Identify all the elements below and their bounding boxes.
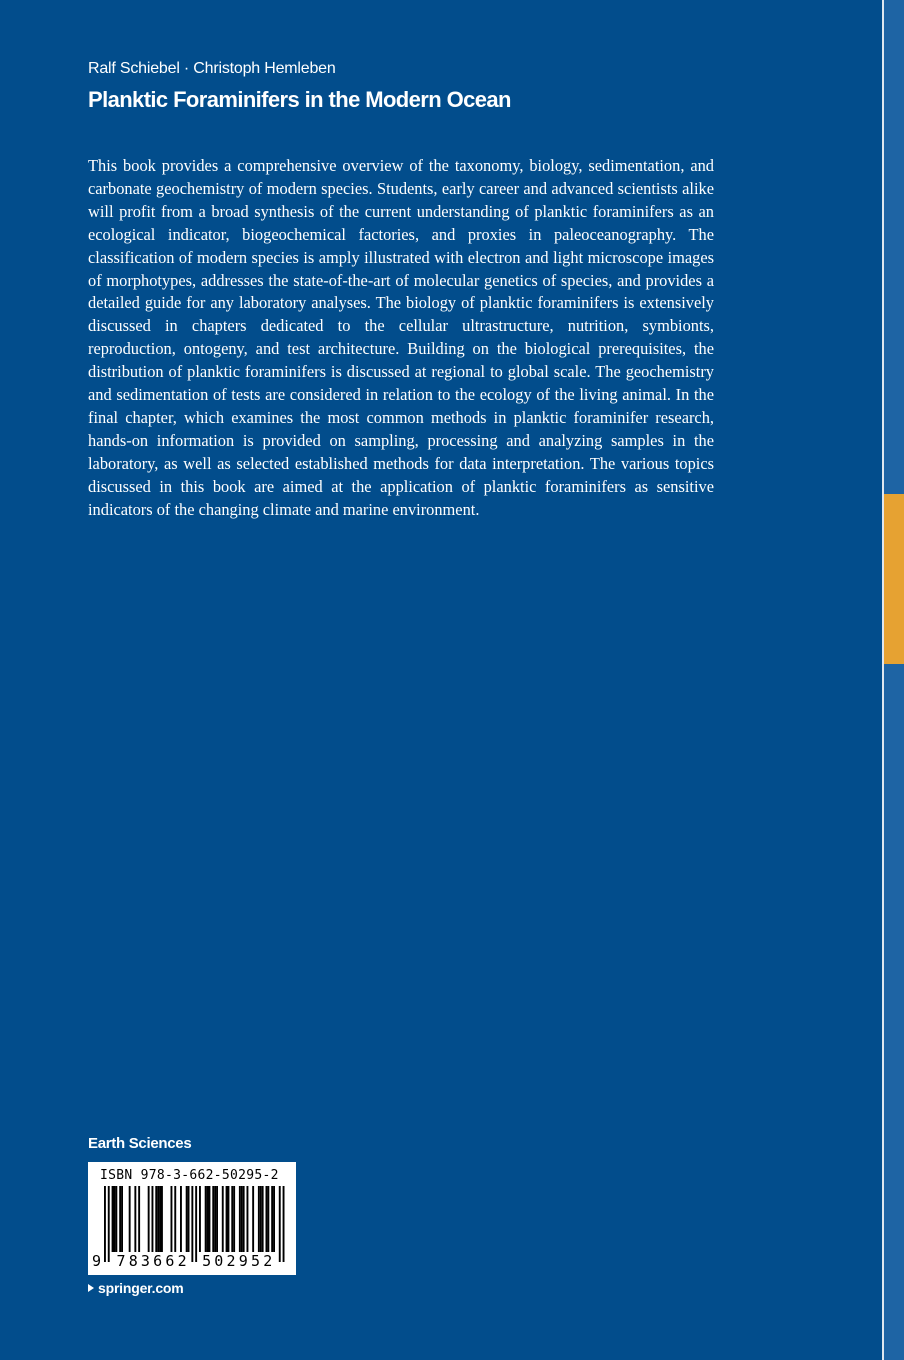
barcode-bar	[108, 1186, 110, 1262]
barcode-bar	[115, 1186, 117, 1252]
barcode-bar	[252, 1186, 254, 1252]
barcode-bar	[279, 1186, 281, 1262]
arrow-right-icon	[88, 1284, 94, 1292]
book-authors: Ralf Schiebel · Christoph Hemleben	[88, 60, 336, 77]
barcode-digits: 9 783662 502952	[92, 1252, 276, 1270]
barcode-bar	[207, 1186, 209, 1252]
barcode-bar	[258, 1186, 260, 1252]
barcode-bar	[195, 1186, 197, 1262]
publisher-website-text: springer.com	[98, 1280, 184, 1296]
barcode-bar	[174, 1186, 176, 1252]
barcode-bar	[226, 1186, 228, 1252]
barcode-bar	[188, 1186, 190, 1252]
barcode-bar	[152, 1186, 154, 1252]
spine-accent-bar	[884, 494, 904, 664]
barcode-bar	[155, 1186, 157, 1252]
barcode-bar	[138, 1186, 140, 1252]
barcode-bar	[161, 1186, 163, 1252]
barcode-bar	[241, 1186, 243, 1252]
barcode-bar	[243, 1186, 245, 1252]
barcode-bar	[231, 1186, 233, 1252]
barcode-bar	[239, 1186, 241, 1252]
book-description: This book provides a comprehensive overview of the taxonomy, biology, sedimentation, and carbonate geochemistry of modern species. Students, early career and advanced scientists alike will profit from a broad synthesis of the current understanding of planktic foraminifers as an ecological indicator, biogeochemical factories, and proxies in paleoceanography. The classification of modern species is amply illustrated with electron and light microscope images of morphotypes, addresses the state-of-the-art of molecular genetics of species, and provides a detailed guide for any laboratory analyses. The biology of planktic foraminifers is extensively discussed in chapters dedicated to the cellular ultrastructure, nutrition, symbionts, reproduction, ontogeny, and test architecture. Building on the biological prerequisites, the distribution of planktic foraminifers is discussed at regional to global scale. The geochemistry and sedimentation of tests are considered in relation to the ecology of the living animal. In the final chapter, which examines the most common methods in planktic foraminifer research, hands-on information is provided on sampling, processing and analyzing samples in the laboratory, as well as selected established methods for data interpretation. The various topics discussed in this book are aimed at the application of planktic foraminifers as sensitive indicators of the changing climate and marine environment.	[88, 156, 714, 519]
barcode-bar	[148, 1186, 150, 1252]
barcode-bar	[233, 1186, 235, 1252]
barcode-bar	[267, 1186, 269, 1252]
book-title: Planktic Foraminifers in the Modern Ocean	[88, 87, 511, 112]
barcode-bar	[271, 1186, 273, 1252]
isbn-label: ISBN 978-3-662-50295-2	[100, 1168, 279, 1183]
publisher-website-link[interactable]	[88, 1280, 184, 1296]
isbn-barcode	[88, 1162, 296, 1275]
spine-edge-strip	[884, 0, 904, 1360]
barcode-bar	[157, 1186, 159, 1252]
barcode-bar	[222, 1186, 224, 1252]
barcode-bar	[214, 1186, 216, 1252]
barcode-bar	[199, 1186, 201, 1252]
subject-category: Earth Sciences	[88, 1135, 192, 1152]
barcode-bar	[186, 1186, 188, 1252]
barcode-bar	[209, 1186, 211, 1252]
barcode-bar	[112, 1186, 114, 1252]
barcode-bar	[273, 1186, 275, 1252]
barcode-bar	[228, 1186, 230, 1252]
barcode-bar	[129, 1186, 131, 1252]
barcode-bar	[205, 1186, 207, 1252]
barcode-bar	[216, 1186, 218, 1252]
barcode-bar	[260, 1186, 262, 1252]
barcode-bar	[266, 1186, 268, 1252]
barcode-bar	[171, 1186, 173, 1252]
barcode-bar	[212, 1186, 214, 1252]
barcode-bar	[283, 1186, 285, 1262]
barcode-bar	[262, 1186, 264, 1252]
barcode-bar	[159, 1186, 161, 1252]
barcode-bar	[191, 1186, 193, 1262]
barcode-bar	[180, 1186, 182, 1252]
barcode-bar	[134, 1186, 136, 1252]
barcode-bar	[121, 1186, 123, 1252]
barcode-bar	[247, 1186, 249, 1252]
barcode-bar	[114, 1186, 116, 1252]
barcode-bar	[104, 1186, 106, 1262]
barcode-bar	[119, 1186, 121, 1252]
